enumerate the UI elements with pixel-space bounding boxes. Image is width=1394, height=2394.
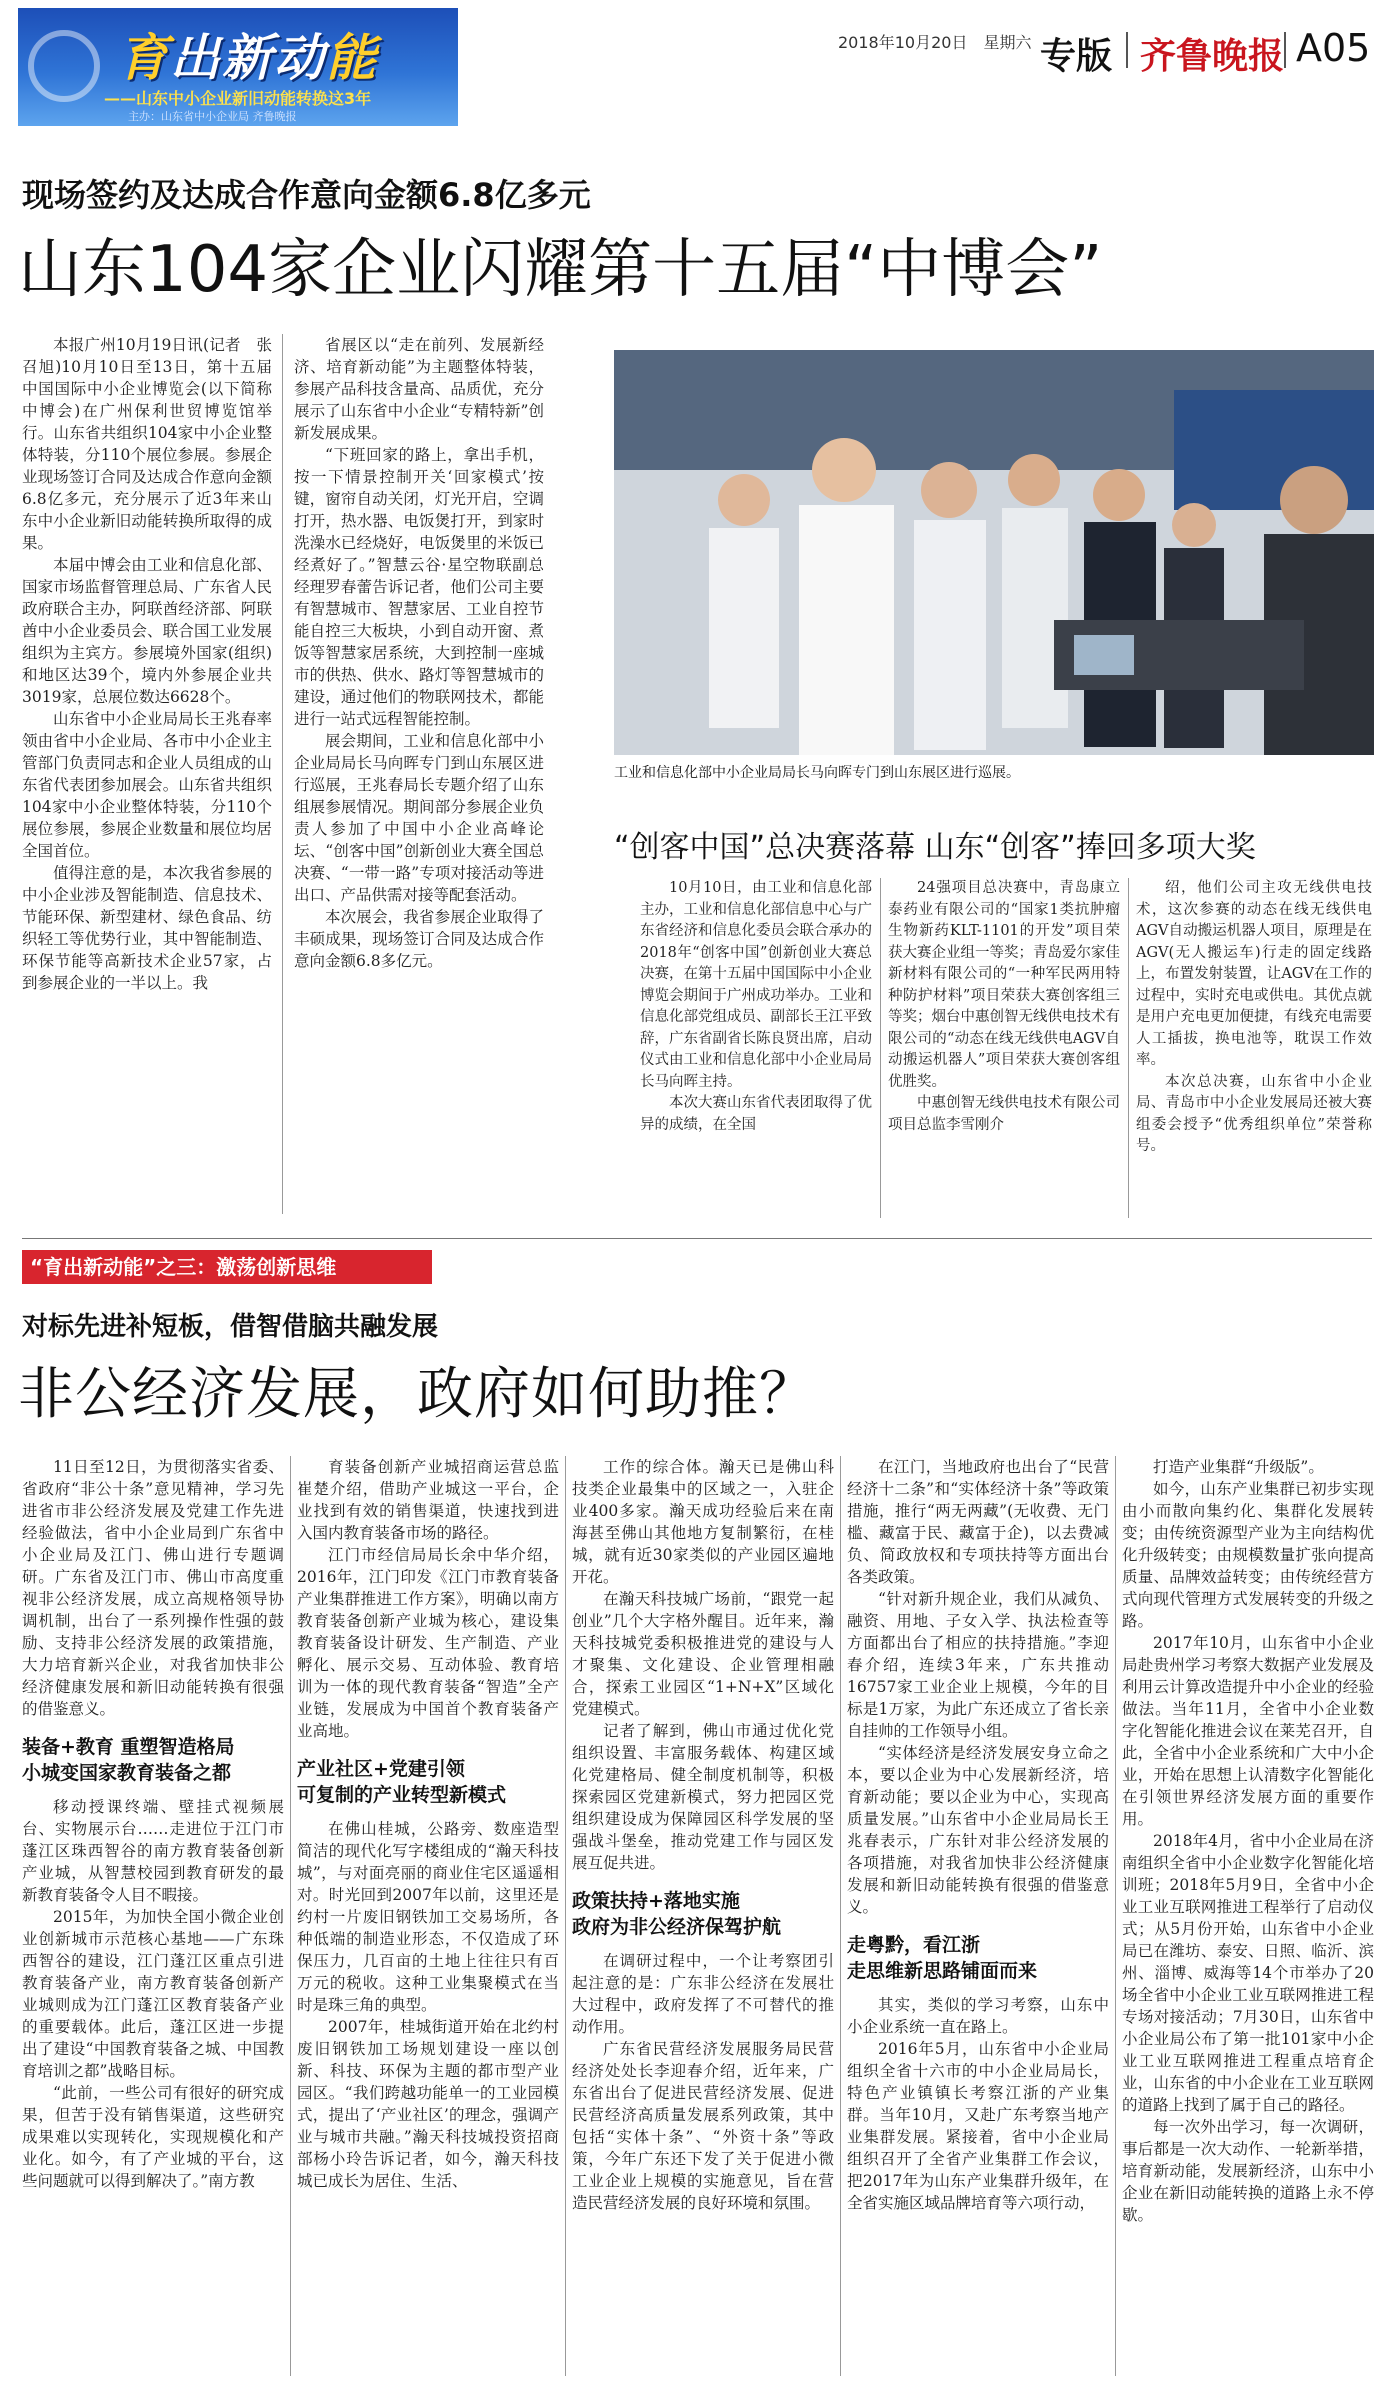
paragraph: 10月10日，由工业和信息化部主办，工业和信息化部信息中心与广东省经济和信息化委员会联合承办的2018年“创客中国”创新创业大赛总决赛，在第十五届中国国际中小企业博览会期间于广州成功举办。工业和信息化部党组成员、副部长王江平致辞，广东省副省长陈良贤出席，启动仪式由工业和信息化部中小企业局局长马向晖主持。 (640, 880, 872, 1090)
paragraph: “下班回家的路上，拿出手机，按一下情景控制开关‘回家模式’按键，窗帘自动关闭，灯光开启，空调打开，热水器、电饭煲打开，到家时洗澡水已经烧好，电饭煲里的米饭已经煮好了。”智慧云谷·星空物联副总经理罗春蕾告诉记者，他们公司主要有智慧城市、智慧家居、工业自控节能自控三大板块，小到自动开窗、煮饭等智慧家居系统，大到控制一座城市的供热、供水、路灯等智慧城市的建设，通过他们的物联网技术，都能进行一站式远程智能控制。 (294, 446, 544, 728)
paragraph: 育装备创新产业城招商运营总监崔楚介绍，借助产业城这一平台，企业找到有效的销售渠道，快速找到进入国内教育装备市场的路径。 (297, 1458, 559, 1542)
paragraph: 在佛山桂城，公路旁、数座造型简洁的现代化写字楼组成的“瀚天科技城”，与对面亮丽的商业住宅区遥遥相对。时光回到2007年以前，这里还是约村一片废旧钢铁加工交易场所，各种低端的制造业形态，不仅造成了环保压力，几百亩的土地上往往只有百万元的税收。这种工业集聚模式在当时是珠三角的典型。 (297, 1820, 559, 2014)
sidebar-col3 (1136, 878, 1372, 1228)
photo-caption: 工业和信息化部中小企业局局长马向晖专门到山东展区进行巡展。 (614, 765, 1020, 781)
sidebar-col2 (888, 878, 1120, 1228)
paragraph: 值得注意的是，本次我省参展的中小企业涉及智能制造、信息技术、节能环保、新型建材、绿色食品、纺织轻工等优势行业，其中智能制造、环保节能等高新技术企业57家，占到参展企业的一半以上。我 (22, 864, 272, 992)
paragraph: 本次大赛山东省代表团取得了优异的成绩，在全国 (640, 1095, 872, 1133)
col-text (297, 1818, 559, 2192)
section-name: 专版 (1040, 36, 1113, 77)
paragraph: 移动授课终端、壁挂式视频展台、实物展示台……走进位于江门市蓬江区珠西智谷的南方教育装备创新产业城，从智慧校园到教育研发的最新教育装备令人目不暇接。 (22, 1798, 284, 1904)
column-rule (282, 334, 283, 1214)
paragraph: 每一次外出学习，每一次调研，事后都是一次大动作、一轮新举措，培育新动能，发展新经济，山东中小企业在新旧动能转换的道路上永不停歇。 (1122, 2118, 1374, 2224)
story2-col2 (297, 1456, 559, 2386)
sidebar-headline: “创客中国”总决赛落幕 山东“创客”捧回多项大奖 (614, 830, 1256, 865)
col-subhead: 走粤黔，看江浙 走思维新思路铺面而来 (847, 1934, 1038, 1982)
banner-host: 主办：山东省中小企业局 齐鲁晚报 (128, 110, 297, 123)
paragraph: 其实，类似的学习考察，山东中小企业系统一直在路上。 (847, 1996, 1109, 2036)
paragraph: “实体经济是经济发展安身立命之本，要以企业为中心发展新经济，培育新动能；要以企业为中心，实现高质量发展。”山东省中小企业局局长王兆春表示，广东针对非公经济发展的各项措施，对我省加快非公经济健康发展和新旧动能转换有很强的借鉴意义。 (847, 1744, 1109, 1916)
column-rule (290, 1456, 291, 2376)
section-banner (18, 8, 458, 126)
col-text (572, 1456, 834, 1874)
paragraph: 本次总决赛，山东省中小企业局、青岛市中小企业发展局还被大赛组委会授予“优秀组织单位”荣誉称号。 (1136, 1073, 1372, 1154)
story1-headline: 山东104家企业闪耀第十五届“中博会” (18, 233, 1103, 307)
paragraph: 记者了解到，佛山市通过优化党组织设置、丰富服务载体、构建区域化党建格局、健全制度机制等，积极探索园区党建新模式，努力把园区党组织建设成为保障园区科学发展的坚强战斗堡垒，推动党建工作与园区发展互促共进。 (572, 1722, 834, 1872)
paragraph: 江门市经信局局长余中华介绍，2016年，江门印发《江门市教育装备产业集群推进工作方案》，明确以南方教育装备创新产业城为核心，建设集教育装备设计研发、生产制造、产业孵化、展示交易、互动体验、教育培训为一体的现代教育装备“智造”全产业链，发展成为中国首个教育装备产业高地。 (297, 1546, 559, 1740)
column-rule (1115, 1456, 1116, 2376)
series-tag: “育出新动能”之三：激荡创新思维 (22, 1250, 432, 1284)
story1-col1 (22, 334, 272, 1224)
paragraph: 广东省民营经济发展服务局民营经济处处长李迎春介绍，近年来，广东省出台了促进民营经济发展、促进民营经济高质量发展系列政策，其中包括“实体十条”、“外资十条”等政策，今年广东还下发了关于促进小微工业企业上规模的实施意见，旨在营造民营经济发展的良好环境和氛围。 (572, 2040, 834, 2212)
banner-title-char: 育 (118, 29, 170, 87)
paragraph: 24强项目总决赛中，青岛康立泰药业有限公司的“国家1类抗肿瘤生物新药KLT-1101的开发”项目荣获大赛企业组一等奖；青岛爱尔家佳新材料有限公司的“一种军民两用特种防护材料”项目荣获大赛创客组三等奖；烟台中惠创智无线供电技术有限公司的“动态在线无线供电AGV自动搬运机器人”项目荣获大赛创客组优胜奖。 (888, 880, 1120, 1090)
paragraph: 在调研过程中，一个让考察团引起注意的是：广东非公经济在发展壮大过程中，政府发挥了不可替代的推动作用。 (572, 1952, 834, 2036)
story2-col5 (1122, 1456, 1374, 2386)
banner-title (118, 18, 378, 90)
col-subhead: 装备+教育 重塑智造格局 小城变国家教育装备之都 (22, 1736, 235, 1784)
story1-kicker: 现场签约及达成合作意向金额6.8亿多元 (22, 176, 591, 214)
paragraph: 在江门，当地政府也出台了“民营经济十二条”和“实体经济十条”等政策措施，推行“两无两藏”(无收费、无门槛、藏富于民、藏富于企)，以去费减负、简政放权和专项扶持等方面出台各类政策。 (847, 1458, 1109, 1586)
banner-title-mid: 出新动 (170, 29, 326, 87)
paragraph: 本次展会，我省参展企业取得了丰硕成果，现场签订合同及达成合作意向金额6.8多亿元。 (294, 908, 544, 970)
paragraph: 2016年5月，山东省中小企业局组织全省十六市的中小企业局局长，特色产业镇镇长考察江浙的产业集群。当年10月，又赴广东考察当地产业集群发展。紧接着，省中小企业局组织召开了全省产业集群工作会议，把2017年为山东产业集群升级年，在全省实施区域品牌培育等六项行动， (847, 2040, 1109, 2212)
column-rule (1128, 878, 1129, 1218)
paragraph: 在瀚天科技城广场前，“跟党一起创业”几个大字格外醒目。近年来，瀚天科技城党委积极推进党的建设与人才聚集、文化建设、企业管理相融合，探索工业园区“1+N+X”区域化党建模式。 (572, 1590, 834, 1718)
news-photo (614, 350, 1374, 755)
col-text (847, 1456, 1109, 1918)
story2-col1 (22, 1456, 284, 2386)
paragraph: 2018年4月，省中小企业局在济南组织全省中小企业数字化智能化培训班；2018年5月9日，全省中小企业工业互联网推进工程举行了启动仪式；从5月份开始，山东省中小企业局已在潍坊、泰安、日照、临沂、滨州、淄博、威海等14个市举办了20场全省中小企业工业互联网推进工程专场对接活动；7月30日，山东省中小企业局公布了第一批101家中小企业工业互联网推进工程重点培育企业，山东省的中小企业在工业互联网的道路上找到了属于自己的路径。 (1122, 1832, 1374, 2114)
paragraph: 中惠创智无线供电技术有限公司项目总监李雪刚介 (888, 1095, 1120, 1133)
paragraph: 2007年，桂城街道开始在北约村废旧钢铁加工场规划建设一座以创新、科技、环保为主题的都市型产业园区。“我们跨越功能单一的工业园模式，提出了‘产业社区’的理念，强调产业与城市共融。”瀚天科技城投资招商部杨小玲告诉记者，如今，瀚天科技城已成长为居住、生活、 (297, 2018, 559, 2190)
paragraph: 绍，他们公司主攻无线供电技术，这次参赛的动态在线无线供电AGV自动搬运机器人项目，原理是在AGV(无人搬运车)行走的固定线路上，布置发射装置，让AGV在工作的过程中，实时充电或供电。其优点就是用户充电更加便捷，有线充电需要人工插拔，换电池等，耽误工作效率。 (1136, 880, 1372, 1068)
col-text (572, 1950, 834, 2214)
issue-date: 2018年10月20日 星期六 (838, 33, 1032, 52)
paragraph: 11日至12日，为贯彻落实省委、省政府“非公十条”意见精神，学习先进省市非公经济发展及党建工作先进经验做法，省中小企业局到广东省中小企业局及江门、佛山进行专题调研。广东省及江门市、佛山市高度重视非公经济发展，成立高规格领导协调机制，出台了一系列操作性强的鼓励、支持非公经济发展的政策措施，大力培育新兴企业，对我省加快非公经济健康发展和新旧动能转换有很强的借鉴意义。 (22, 1458, 284, 1718)
paragraph: 工作的综合体。瀚天已是佛山科技类企业最集中的区域之一，入驻企业400多家。瀚天成功经验后来在南海甚至佛山其他地方复制繁衍，在桂城，就有近30家类似的产业园区遍地开花。 (572, 1458, 834, 1586)
paragraph: 展会期间，工业和信息化部中小企业局局长马向晖专门到山东展区进行巡展，王兆春局长专题介绍了山东组展参展情况。期间部分参展企业负责人参加了中国中小企业高峰论坛、“创客中国”创新创业大赛全国总决赛、“一带一路”专项对接活动等进出口、产品供需对接等配套活动。 (294, 732, 544, 904)
col-text (22, 1796, 284, 2192)
story1-col2 (294, 334, 544, 1224)
paragraph: 本报广州10月19日讯(记者 张召旭)10月10日至13日，第十五届中国国际中小企业博览会(以下简称中博会)在广州保利世贸博览馆举行。山东省共组织104家中小企业整体特装，分110个展位参展。参展企业现场签订合同及达成合作意向金额6.8亿多元，充分展示了近3年来山东中小企业新旧动能转换所取得的成果。 (22, 336, 272, 552)
banner-title-char: 能 (326, 29, 378, 87)
story2-headline: 非公经济发展，政府如何助推？ (18, 1362, 816, 1427)
paragraph: “针对新升规企业，我们从减负、融资、用地、子女入学、执法检查等方面都出台了相应的扶持措施。”李迎春介绍，连续3年来，广东共推动16757家工业企业上规模，今年的目标是1万家，为此广东还成立了省长亲自挂帅的工作领导小组。 (847, 1590, 1109, 1740)
col-text (847, 1994, 1109, 2214)
paragraph: 省展区以“走在前列、发展新经济、培育新动能”为主题整体特装，参展产品科技含量高、品质优，充分展示了山东省中小企业“专精特新”创新发展成果。 (294, 336, 544, 442)
paragraph: 打造产业集群“升级版”。 (1153, 1458, 1324, 1476)
col-subhead: 产业社区+党建引领 可复制的产业转型新模式 (297, 1758, 507, 1806)
col-text (22, 1456, 284, 1720)
section-rule (22, 1238, 1372, 1239)
story2-col3 (572, 1456, 834, 2386)
column-rule (840, 1456, 841, 2376)
paragraph: 2015年，为加快全国小微企业创业创新城市示范核心基地——广东珠西智谷的建设，江门蓬江区重点引进教育装备产业，南方教育装备创新产业城则成为江门蓬江区教育装备产业的重要载体。此后，蓬江区进一步提出了建设“中国教育装备之城、中国教育培训之都”战略目标。 (22, 1908, 284, 2080)
paper-logo: 齐鲁晚报 (1140, 35, 1285, 77)
photo-scene (614, 350, 1374, 755)
paragraph: 如今，山东产业集群已初步实现由小而散向集约化、集群化发展转变；由传统资源型产业为主向结构优化升级转变；由规模数量扩张向提高质量、品牌效益转变；由传统经营方式向现代管理方式发展转变的升级之路。 (1122, 1480, 1374, 1630)
banner-subtitle: ——山东中小企业新旧动能转换这3年 (104, 89, 372, 108)
page-number: A05 (1296, 26, 1371, 70)
column-rule (565, 1456, 566, 2376)
divider (1126, 32, 1128, 68)
story2-col4 (847, 1456, 1109, 2386)
divider (1284, 32, 1286, 68)
story2-kicker: 对标先进补短板，借智借脑共融发展 (22, 1312, 439, 1342)
paragraph: 本届中博会由工业和信息化部、国家市场监督管理总局、广东省人民政府联合主办，阿联酋经济部、阿联酋中小企业委员会、联合国工业发展组织为主宾方。参展境外国家(组织)和地区达39个，境内外参展企业共3019家，总展位数达6628个。 (22, 556, 272, 706)
paragraph: “此前，一些公司有很好的研究成果，但苦于没有销售渠道，这些研究成果难以实现转化，实现规模化和产业化。如今，有了产业城的平台，这些问题就可以得到解决了。”南方教 (22, 2084, 284, 2190)
banner-gear-icon (28, 30, 100, 102)
col-text (297, 1456, 559, 1742)
column-rule (880, 878, 881, 1218)
col-subhead: 政策扶持+落地实施 政府为非公经济保驾护航 (572, 1890, 782, 1938)
paragraph: 2017年10月，山东省中小企业局赴贵州学习考察大数据产业发展及利用云计算改造提升中小企业的经验做法。当年11月，全省中小企业数字化智能化推进会议在莱芜召开，自此，全省中小企业系统和广大中小企业，开始在思想上认清数字化智能化在引领世界经济发展方面的重要作用。 (1122, 1634, 1374, 1828)
paragraph: 山东省中小企业局局长王兆春率领由省中小企业局、各市中小企业主管部门负责同志和企业人员组成的山东省代表团参加展会。山东省共组织104家中小企业整体特装，分110个展位参展，参展企业数量和展位均居全国首位。 (22, 710, 272, 860)
sidebar-col1 (640, 878, 872, 1228)
